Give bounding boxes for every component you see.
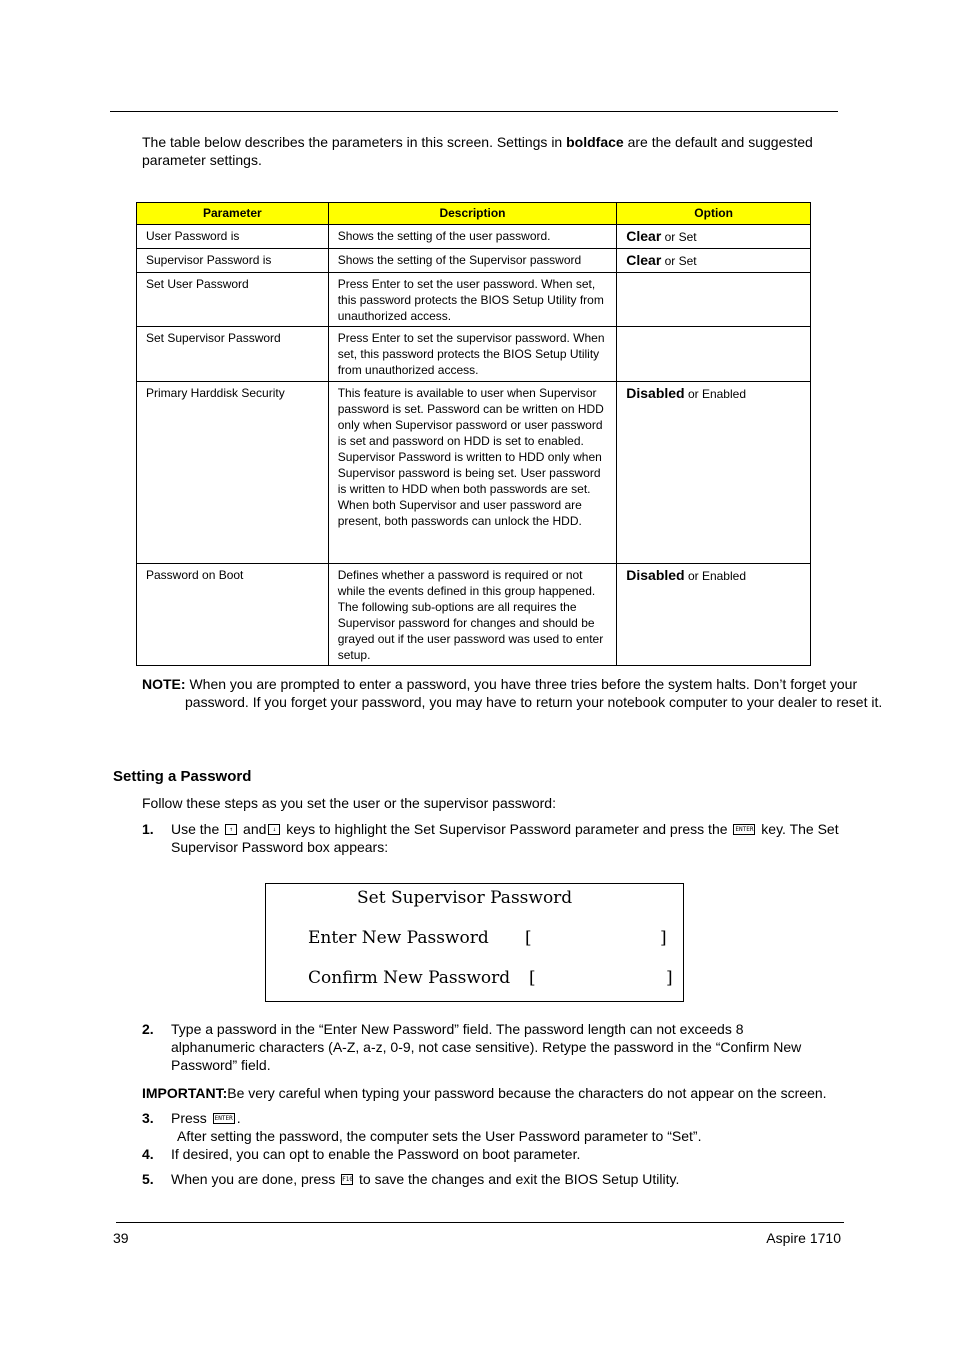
option-cell: Clear or Set — [617, 249, 811, 273]
parameter-cell: Password on Boot — [137, 564, 329, 666]
step-4-text: If desired, you can opt to enable the Password on boot parameter. — [171, 1146, 581, 1162]
step-3-followup: After setting the password, the computer sets the User Password parameter to “Set”. — [177, 1128, 702, 1144]
enter-key-icon: ENTER — [735, 825, 754, 833]
header-option: Option — [617, 203, 811, 225]
header-parameter: Parameter — [137, 203, 329, 225]
description-cell: Press Enter to set the user password. When set, this password protects the BIOS Setup Utility from unauthorized access. — [328, 273, 617, 327]
table-row — [137, 249, 811, 273]
table-row — [137, 225, 811, 249]
table-row — [137, 382, 811, 564]
down-arrow-key-icon: ↓ — [268, 824, 280, 835]
step-3-number: 3. — [142, 1110, 154, 1126]
option-cell: Clear or Set — [617, 225, 811, 249]
parameter-cell: Supervisor Password is — [137, 249, 329, 273]
header-description: Description — [328, 203, 617, 225]
step-2-number: 2. — [142, 1021, 154, 1037]
step-3-text: Press ENTER . — [171, 1110, 241, 1126]
enter-password-close-bracket: ] — [660, 928, 667, 948]
step-5-text: When you are done, press F10 to save the changes and exit the BIOS Setup Utility. — [171, 1171, 680, 1187]
f10-key-icon: F10 — [342, 1175, 353, 1183]
description-cell: This feature is available to user when Supervisor password is set. Password can be written on HDD only when Supervisor password or user password is set and password on HDD is set to enabled. Supervisor Password is written to HDD only when Supervisor password is being set. User password is written to HDD when both passwords are set. When both Supervisor and user password are present, both passwords can unlock the HDD. — [328, 382, 617, 564]
parameter-cell: Primary Harddisk Security — [137, 382, 329, 564]
description-cell: Shows the setting of the Supervisor password — [328, 249, 617, 273]
table-header-row — [137, 203, 811, 225]
enter-password-open-bracket: [ — [525, 928, 532, 948]
option-cell — [617, 327, 811, 382]
option-cell: Disabled or Enabled — [617, 564, 811, 666]
intro-paragraph: The table below describes the parameters in this screen. Settings in boldface are the default and suggested parameter settings. — [142, 134, 813, 168]
table-row — [137, 564, 811, 666]
enter-new-password-label: Enter New Password — [308, 928, 489, 948]
page-number: 39 — [113, 1230, 129, 1246]
confirm-password-open-bracket: [ — [529, 968, 536, 988]
set-supervisor-password-dialog — [265, 883, 684, 1002]
footer-rule — [116, 1222, 844, 1223]
parameter-cell: Set Supervisor Password — [137, 327, 329, 382]
enter-key-icon: ENTER — [214, 1114, 233, 1122]
section-title: Setting a Password — [113, 768, 252, 785]
description-cell: Shows the setting of the user password. — [328, 225, 617, 249]
step-2-text: Type a password in the “Enter New Password” field. The password length can not exceeds 8 alphanumeric characters (A-Z, a-z, 0-9, not case sensitive). Retype the password in the “Confirm New Password” field. — [171, 1021, 802, 1073]
description-cell: Press Enter to set the supervisor password. When set, this password protects the BIOS Setup Utility from unauthorized access. — [328, 327, 617, 382]
important-paragraph: IMPORTANT:Be very careful when typing your password because the characters do not appear on the screen. — [142, 1085, 827, 1101]
parameter-cell: Set User Password — [137, 273, 329, 327]
step-1-number: 1. — [142, 821, 154, 837]
description-cell: Defines whether a password is required or not while the events defined in this group happened. The following sub-options are all requires the Supervisor password for changes and should be grayed out if the user password was used to enter setup. — [328, 564, 617, 666]
header-rule — [110, 111, 838, 112]
table-row — [137, 273, 811, 327]
option-cell — [617, 273, 811, 327]
table-row — [137, 327, 811, 382]
dialog-title: Set Supervisor Password — [357, 888, 573, 908]
up-arrow-key-icon: ↑ — [225, 824, 237, 835]
parameter-cell: User Password is — [137, 225, 329, 249]
note-paragraph: NOTE: When you are prompted to enter a password, you have three tries before the system halts. Don’t forget your password. If you forget your password, you may have to return your notebook computer to your dealer to reset it. — [142, 676, 883, 710]
step-4-number: 4. — [142, 1146, 154, 1162]
confirm-new-password-label: Confirm New Password — [308, 968, 511, 988]
step-5-number: 5. — [142, 1171, 154, 1187]
section-intro: Follow these steps as you set the user or the supervisor password: — [142, 795, 556, 811]
confirm-password-close-bracket: ] — [666, 968, 673, 988]
step-1-text: Use the ↑ and ↓ keys to highlight the Set Supervisor Password parameter and press the ENTER key. The Set Supervisor Password box appears: — [171, 821, 839, 855]
option-cell: Disabled or Enabled — [617, 382, 811, 564]
parameter-table — [136, 202, 811, 666]
product-name: Aspire 1710 — [766, 1230, 841, 1246]
